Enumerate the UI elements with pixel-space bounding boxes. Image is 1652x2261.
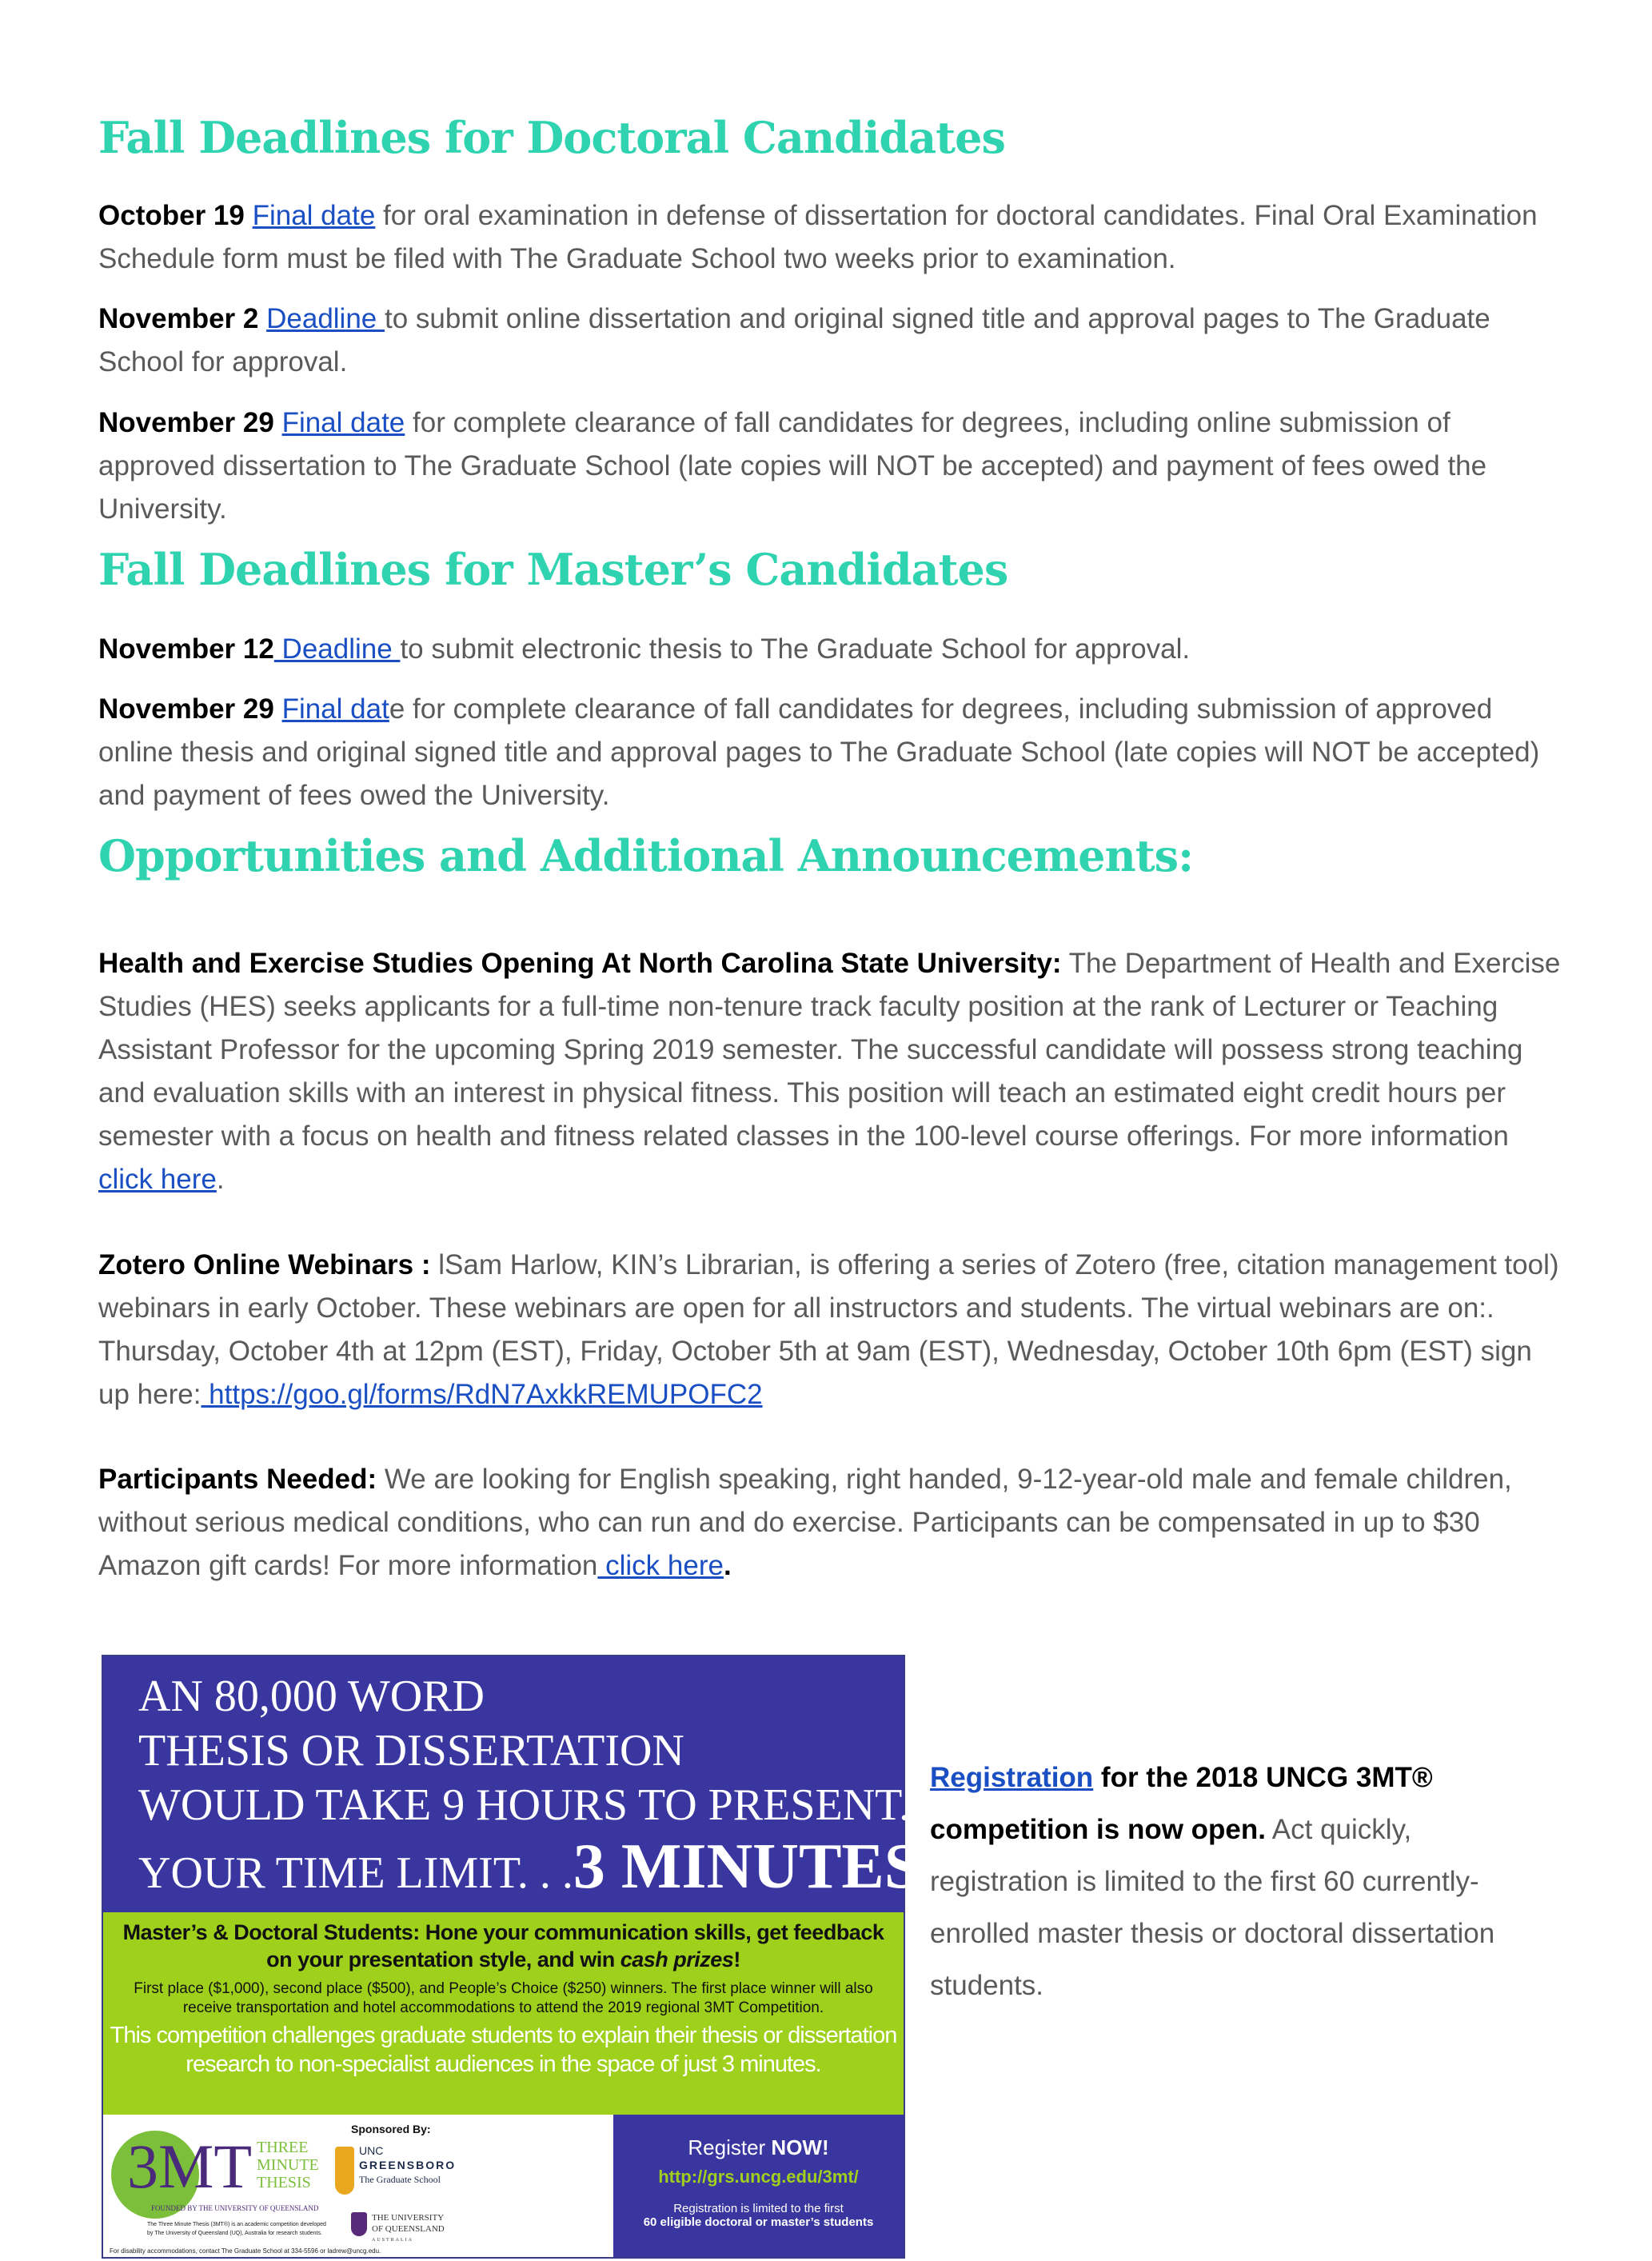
uncg-logo-icon [335,2147,354,2195]
headline-line: AN 80,000 WORD [138,1672,485,1721]
register-limit-bold: 60 eligible doctoral or master’s students [643,2215,874,2229]
disability-note: For disability accommodations, contact The Graduate School at 334-5596 or ladrew@uncg.edu. [110,2247,381,2255]
announcement-title: Health and Exercise Studies Opening At North Carolina State University: [98,948,1062,979]
registration-note [930,1752,1554,2011]
register-limit: Registration is limited to the first [673,2202,844,2215]
announcement-participants [98,1458,1570,1588]
poster-challenge: This competition challenges graduate students to explain their thesis or dissertation research to non-specialist audiences in the space of just 3 minutes. [110,2023,897,2077]
deadline-text: e for complete clearance of fall candidates for degrees, including submission of approved online thesis and original signed title and approval pages to The Graduate School (late copies will NOT be accepted) and payment of fees owed the University. [98,693,1540,811]
3mt-logo-text: 3MT [127,2131,252,2201]
click-here-link[interactable]: click here [98,1164,217,1195]
deadline-item [98,628,1570,671]
deadline-date: November 2 [98,303,259,334]
register-url[interactable]: http://grs.uncg.edu/3mt/ [658,2167,859,2187]
headline-line: THESIS OR DISSERTATION [138,1726,684,1776]
announcement-title: Zotero Online Webinars : [98,1249,431,1280]
deadline-text: to submit online dissertation and original signed title and approval pages to The Graduate School for approval. [98,303,1490,377]
time-limit-value: 3 MINUTES. [573,1832,936,1902]
poster-sponsors [103,2115,613,2257]
deadline-link[interactable]: Deadline [273,633,401,665]
final-date-link[interactable]: Final dat [281,693,389,725]
deadline-date: November 12 [98,633,274,665]
registration-link[interactable]: Registration [930,1762,1094,1793]
deadline-text: for oral examination in defense of dissertation for doctoral candidates. Final Oral Examination Schedule form must be filed with The Graduate School two weeks prior to examination. [98,200,1538,274]
3mt-logo-words: THREE MINUTE THESIS [257,2139,319,2191]
deadline-item [98,401,1570,531]
3mt-founded: FOUNDED BY THE UNIVERSITY OF QUEENSLAND [151,2204,319,2212]
announcement-title: Participants Needed: [98,1464,377,1495]
uq-logo-text: THE UNIVERSITY OF QUEENSLAND AUSTRALIA [372,2213,445,2243]
sponsored-by: Sponsored By: [351,2123,431,2135]
uq-crest-icon [351,2212,367,2236]
deadline-text: for complete clearance of fall candidates for degrees, including online submission of approved dissertation to The Graduate School (late copies will NOT be accepted) and payment of fees owed the University. [98,407,1487,525]
time-limit-label: YOUR TIME LIMIT. . . [138,1848,573,1898]
heading-masters: Fall Deadlines for Master’s Candidates [98,544,1008,595]
registration-text: Act quickly, registration is limited to the first 60 currently-enrolled master thesis or doctoral dissertation students. [930,1814,1495,2001]
headline-line: WOULD TAKE 9 HOURS TO PRESENT. [138,1780,911,1830]
final-date-link[interactable]: Final date [252,200,376,231]
deadline-item [98,688,1570,817]
poster-green-band [103,1912,904,2115]
punct: . [216,1164,225,1195]
announcement-text: We are looking for English speaking, right handed, 9-12-year-old male and female children, without serious medical conditions, who can run and do exercise. Participants can be compensated in up to $30 Amazon gift cards! For more information [98,1464,1512,1581]
deadline-item [98,194,1570,281]
announcement-text: lSam Harlow, KIN’s Librarian, is offering a series of Zotero (free, citation management tool) webinars in early October. These webinars are open for all instructors and students. The virtual webinars are on:. Thursday, October 4th at 12pm (EST), Friday, October 5th at 9am (EST), Wednesday, October 10th 6pm (EST) sign up here: [98,1249,1559,1410]
heading-opportunities: Opportunities and Additional Announcements: [98,830,1194,881]
3mt-about: The Three Minute Thesis (3MT®) is an academic competition developed by The University of Queensland (UQ), Australia for research students. [147,2222,326,2236]
uncg-logo-text: UNC GREENSBORO The Graduate School [359,2144,457,2185]
announcement-zotero [98,1244,1570,1416]
announcement-text: The Department of Health and Exercise Studies (HES) seeks applicants for a full-time non-tenure track faculty position at the rank of Lecturer or Teaching Assistant Professor for the upcoming Spring 2019 semester. The successful candidate will possess strong teaching and evaluation skills with an interest in physical fitness. This position will teach an estimated eight credit hours per semester with a focus on health and fitness related classes in the 100-level course offerings. For more information [98,948,1561,1152]
3mt-poster [102,1655,936,2259]
punct: . [723,1550,732,1581]
register-now: Register NOW! [688,2135,829,2159]
deadline-date: November 29 [98,407,274,438]
poster-register [613,2115,904,2257]
deadline-text: to submit electronic thesis to The Graduate School for approval. [400,633,1191,665]
poster-headline [103,1656,936,1912]
poster-prizes: First place ($1,000), second place ($500), and People’s Choice ($250) winners. The first place winner will also receive transportation and hotel accommodations to attend the 2019 regional 3MT Competition. [134,1980,873,2016]
deadline-date: October 19 [98,200,245,231]
poster-tagline: Master’s & Doctoral Students: Hone your communication skills, get feedback on your presentation style, and win cash prizes! [122,1920,884,1971]
announcement-hes [98,942,1570,1201]
signup-link[interactable]: https://goo.gl/forms/RdN7AxkkREMUPOFC2 [201,1379,763,1410]
registration-bold: for the 2018 UNCG 3MT® competition is now open. [930,1762,1433,1845]
deadline-link[interactable]: Deadline [266,303,385,334]
heading-doctoral: Fall Deadlines for Doctoral Candidates [98,112,1005,163]
deadline-date: November 29 [98,693,274,725]
click-here-link[interactable]: click here [597,1550,724,1581]
final-date-link[interactable]: Final date [281,407,405,438]
deadline-item [98,298,1570,384]
